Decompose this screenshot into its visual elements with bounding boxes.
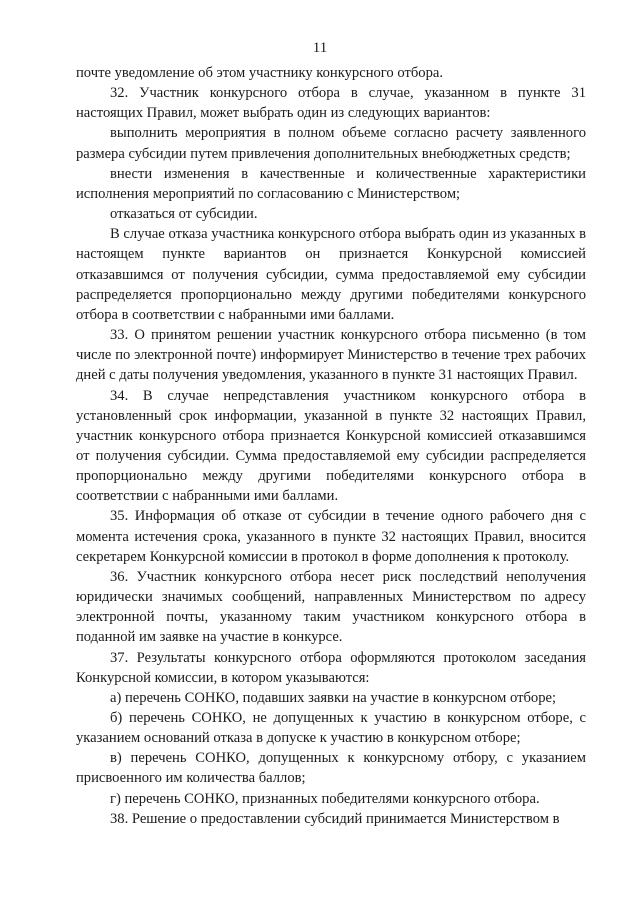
paragraph-33: 33. О принятом решении участник конкурсного отбора письменно (в том числе по электронной почте) информирует Министерство в течение трех рабочих дней с даты получения уведомления, указанного в пункте 31 настоящих Правил. xyxy=(76,327,586,384)
page-number: 11 xyxy=(312,40,328,56)
paragraph-34: 34. В случае непредставления участником конкурсного отбора в установленный срок информации, указанной в пункте 32 настоящих Правил, участник конкурсного отбора признается Конкурсной комиссией отказавшимся от получения субсидии. Сумма предоставляемой ему субсидии распределяется пропорционально между другими победителями конкурсного отбора в соответствии с набранными ими баллами. xyxy=(76,387,586,505)
paragraph-37-item-a: а) перечень СОНКО, подавших заявки на участие в конкурсном отборе; xyxy=(110,689,557,706)
paragraph-32: 32. Участник конкурсного отбора в случае, указанном в пункте 31 настоящих Правил, может выбрать один из следующих вариантов: xyxy=(76,85,586,122)
paragraph-37-item-v: в) перечень СОНКО, допущенных к конкурсному отбору, с указанием присвоенного им количества баллов; xyxy=(76,750,586,787)
paragraph-32-option-1: выполнить мероприятия в полном объеме согласно расчету заявленного размера субсидии путем привлечения дополнительных внебюджетных средств; xyxy=(76,125,586,162)
document-body xyxy=(76,63,586,829)
paragraph-36: 36. Участник конкурсного отбора несет риск последствий неполучения юридически значимых сообщений, направленных Министерством по адресу электронной почты, указанному таким участником конкурсного отбора в поданной им заявке на участие в конкурсе. xyxy=(76,568,586,646)
paragraph-32-option-3: отказаться от субсидии. xyxy=(110,206,258,223)
paragraph-32-option-2: внести изменения в качественные и количественные характеристики исполнения мероприятий по согласованию с Министерством; xyxy=(76,165,586,202)
paragraph-37-item-g: г) перечень СОНКО, признанных победителями конкурсного отбора. xyxy=(110,790,540,807)
paragraph-37-item-b: б) перечень СОНКО, не допущенных к участию в конкурсном отборе, с указанием оснований отказа в допуске к участию в конкурсном отборе; xyxy=(76,710,586,747)
paragraph-continuation: почте уведомление об этом участнику конкурсного отбора. xyxy=(76,65,443,81)
paragraph-37: 37. Результаты конкурсного отбора оформляются протоколом заседания Конкурсной комиссии, в котором указываются: xyxy=(76,649,586,686)
paragraph-32-refusal: В случае отказа участника конкурсного отбора выбрать один из указанных в настоящем пункте вариантов он признается Конкурсной комиссией отказавшимся от получения субсидии, сумма предоставляемой ему субсидии распределяется пропорционально между другими победителями конкурсного отбора в соответствии с набранными ими баллами. xyxy=(76,226,586,323)
paragraph-35: 35. Информация об отказе от субсидии в течение одного рабочего дня с момента истечения срока, указанного в пункте 32 настоящих Правил, вносится секретарем Конкурсной комиссии в протокол в форме дополнения к протоколу. xyxy=(76,508,586,565)
paragraph-38: 38. Решение о предоставлении субсидий принимается Министерством в xyxy=(110,810,560,827)
